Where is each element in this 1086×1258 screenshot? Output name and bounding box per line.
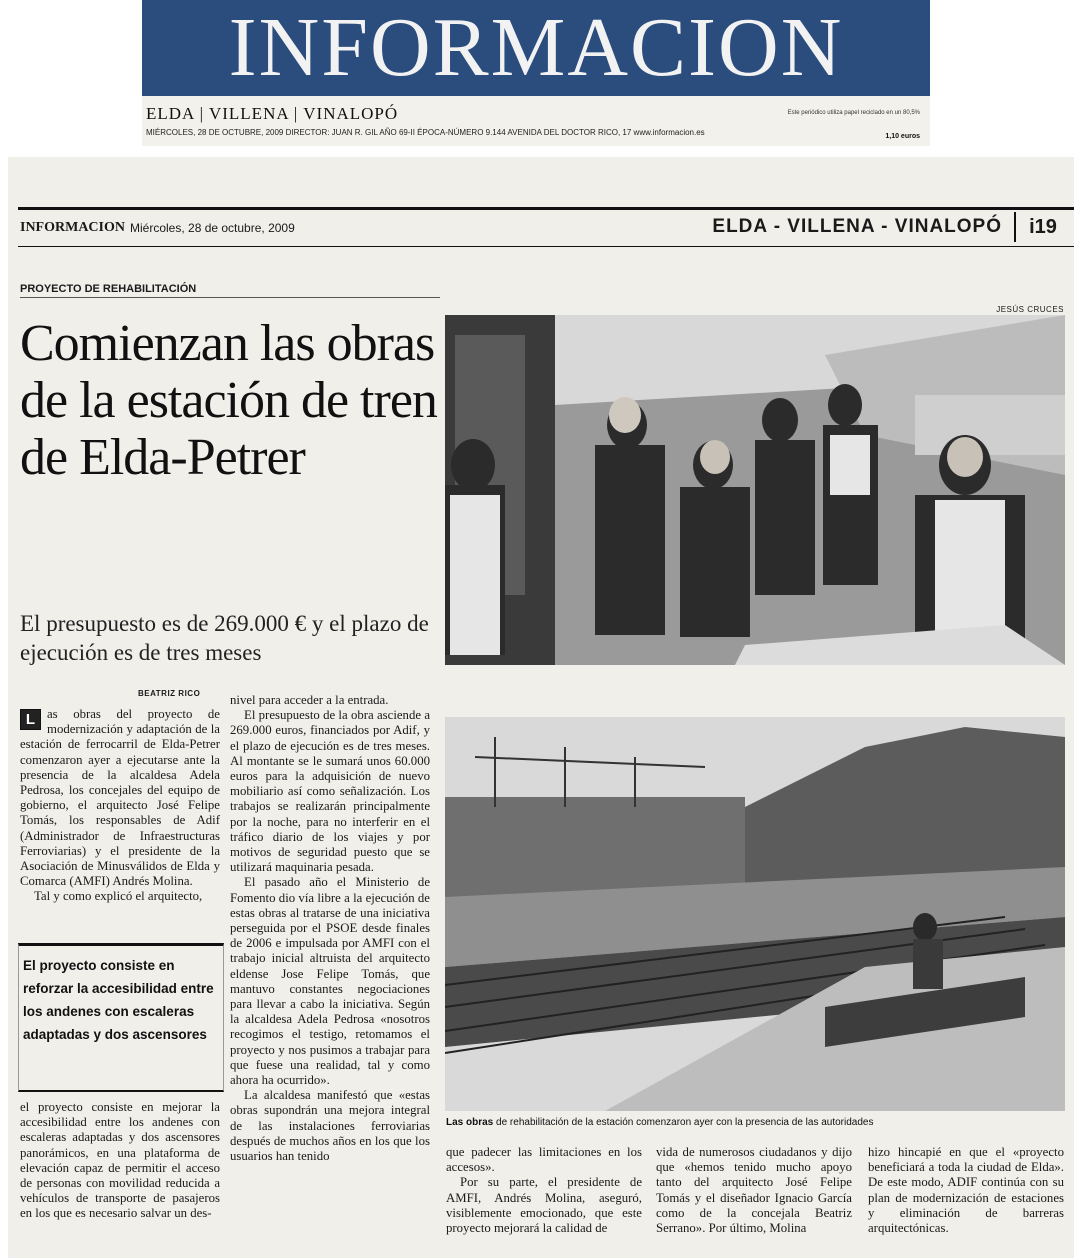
column-2-paragraph-1: nivel para acceder a la entrada.	[230, 693, 389, 707]
column-5-paragraph-1: hizo hincapié en que el «proyecto beneficiará a toda la ciudad de Elda». De este modo, ADIF continúa con su plan de modernización de estaciones y eliminación de barreras arquitectónicas.	[868, 1145, 1064, 1236]
masthead-edition: ELDA | VILLENA | VINALOPÓ	[146, 104, 399, 123]
masthead-band	[142, 0, 930, 96]
article-column-1	[20, 707, 220, 905]
masthead	[142, 0, 930, 146]
column-3-paragraph-1: que padecer las limitaciones en los accesos».	[446, 1145, 642, 1175]
photo-platform-visit-illustration	[445, 315, 1065, 665]
photo-caption-lead: Las obras	[446, 1117, 494, 1128]
pull-quote: El proyecto consiste en reforzar la accesibilidad entre los andenes con escaleras adaptadas y dos ascensores	[18, 943, 224, 1092]
page-header	[18, 207, 1074, 247]
article-column-2	[230, 693, 430, 1164]
article-column-1-continued	[20, 1100, 220, 1222]
photo-railway-works	[445, 717, 1065, 1111]
page-number: i19	[1014, 212, 1070, 242]
column-4-paragraph-1: vida de numerosos ciudadanos y dijo que «hemos tenido mucho apoyo tanto del arquitecto José Felipe Tomás y el diseñador Ignacio García como de la concejala Beatriz Serrano». Por último, Molina	[656, 1145, 852, 1236]
photo-caption-text: de rehabilitación de la estación comenzaron ayer con la presencia de las autoridades	[493, 1117, 874, 1128]
section-tag: PROYECTO DE REHABILITACIÓN	[20, 283, 440, 298]
headline: Comienzan las obras de la estación de tren de Elda-Petrer	[20, 315, 437, 486]
masthead-recycled-note: Este periódico utiliza papel reciclado en un 80,5%	[787, 110, 920, 116]
column-2-paragraph-2: El presupuesto de la obra asciende a 269.000 euros, financiados por Adif, y el plazo de ejecución es de tres meses. Al montante se le sumará unos 60.000 euros para la adquisición de nuevo mobiliario así como señalización. Los trabajos se realizarán principalmente por la noche, para no interferir en el tráfico diario de los viajes y por motivos de seguridad puesto que se utilizará maquinaria pesada.	[230, 708, 430, 875]
article-column-3	[446, 1145, 642, 1236]
masthead-title: INFORMACION	[228, 1, 844, 94]
photo-credit: JESÚS CRUCES	[996, 305, 1064, 314]
photo-railway-works-illustration	[445, 717, 1065, 1111]
column-2-paragraph-3: El pasado año el Ministerio de Fomento dio vía libre a la ejecución de estas obras al tratarse de una iniciativa perseguida por el PSOE desde finales de 2006 e impulsada por AMFI con el trabajo inicial altruista del arquitecto eldense Jose Felipe Tomás, que mantuvo constantes negociaciones para llevar a cabo la iniciativa. Según la alcaldesa Adela Pedrosa «nosotros recogimos el testigo, retomamos el proyecto y nos pusimos a trabajar para que fuese una realidad, tal y como ahora ha ocurrido».	[230, 875, 430, 1088]
column-1-paragraph-1: as obras del proyecto de modernización y adaptación de la estación de ferrocarril de Elda-Petrer comenzaron ayer a ejecutarse ante la presencia de la alcaldesa Adela Pedrosa, los concejales del equipo de gobierno, el arquitecto José Felipe Tomás, los responsables de Adif (Administrador de Infraestructuras Ferroviarias) y el presidente de la Asociación de Minusválidos de Elda y Comarca (AMFI) Andrés Molina.	[20, 707, 220, 889]
photo-caption	[446, 1117, 1066, 1128]
page-header-date: Miércoles, 28 de octubre, 2009	[130, 221, 295, 235]
masthead-price: 1,10 euros	[885, 133, 920, 140]
byline: BEATRIZ RICO	[138, 689, 201, 698]
page-header-section: ELDA - VILLENA - VINALOPÓ	[712, 216, 1002, 237]
column-2-paragraph-4: La alcaldesa manifestó que «estas obras supondrán una mejora integral de las instalaciones ferroviarias después de muchos años en los que los usuarios han tenido	[230, 1088, 430, 1164]
dropcap: L	[20, 709, 41, 730]
column-3-paragraph-2: Por su parte, el presidente de AMFI, Andrés Molina, aseguró, visiblemente emocionado, que este proyecto mejorará la calidad de	[446, 1175, 642, 1236]
subheadline: El presupuesto es de 269.000 € y el plazo de ejecución es de tres meses	[20, 611, 429, 665]
column-1-paragraph-3: el proyecto consiste en mejorar la accesibilidad entre los andenes con escaleras adaptadas y dos ascensores panorámicos, en una plataforma de elevación capaz de permitir el acceso de personas con movilidad reducida a vehículos de transporte de pasajeros en los que es necesario salvar un des-	[20, 1100, 220, 1221]
column-1-paragraph-2: Tal y como explicó el arquitecto,	[34, 889, 203, 904]
photo-platform-visit	[445, 315, 1065, 665]
page-header-paper: INFORMACION	[20, 220, 125, 235]
newspaper-page	[8, 157, 1074, 1258]
masthead-info-line: MIÉRCOLES, 28 DE OCTUBRE, 2009 DIRECTOR: JUAN R. GIL AÑO 69-II ÉPOCA-NÚMERO 9.144 AVENIDA DEL DOCTOR RICO, 17 www.informacion.es	[146, 128, 705, 137]
article-column-4	[656, 1145, 852, 1236]
article-column-5	[868, 1145, 1064, 1236]
